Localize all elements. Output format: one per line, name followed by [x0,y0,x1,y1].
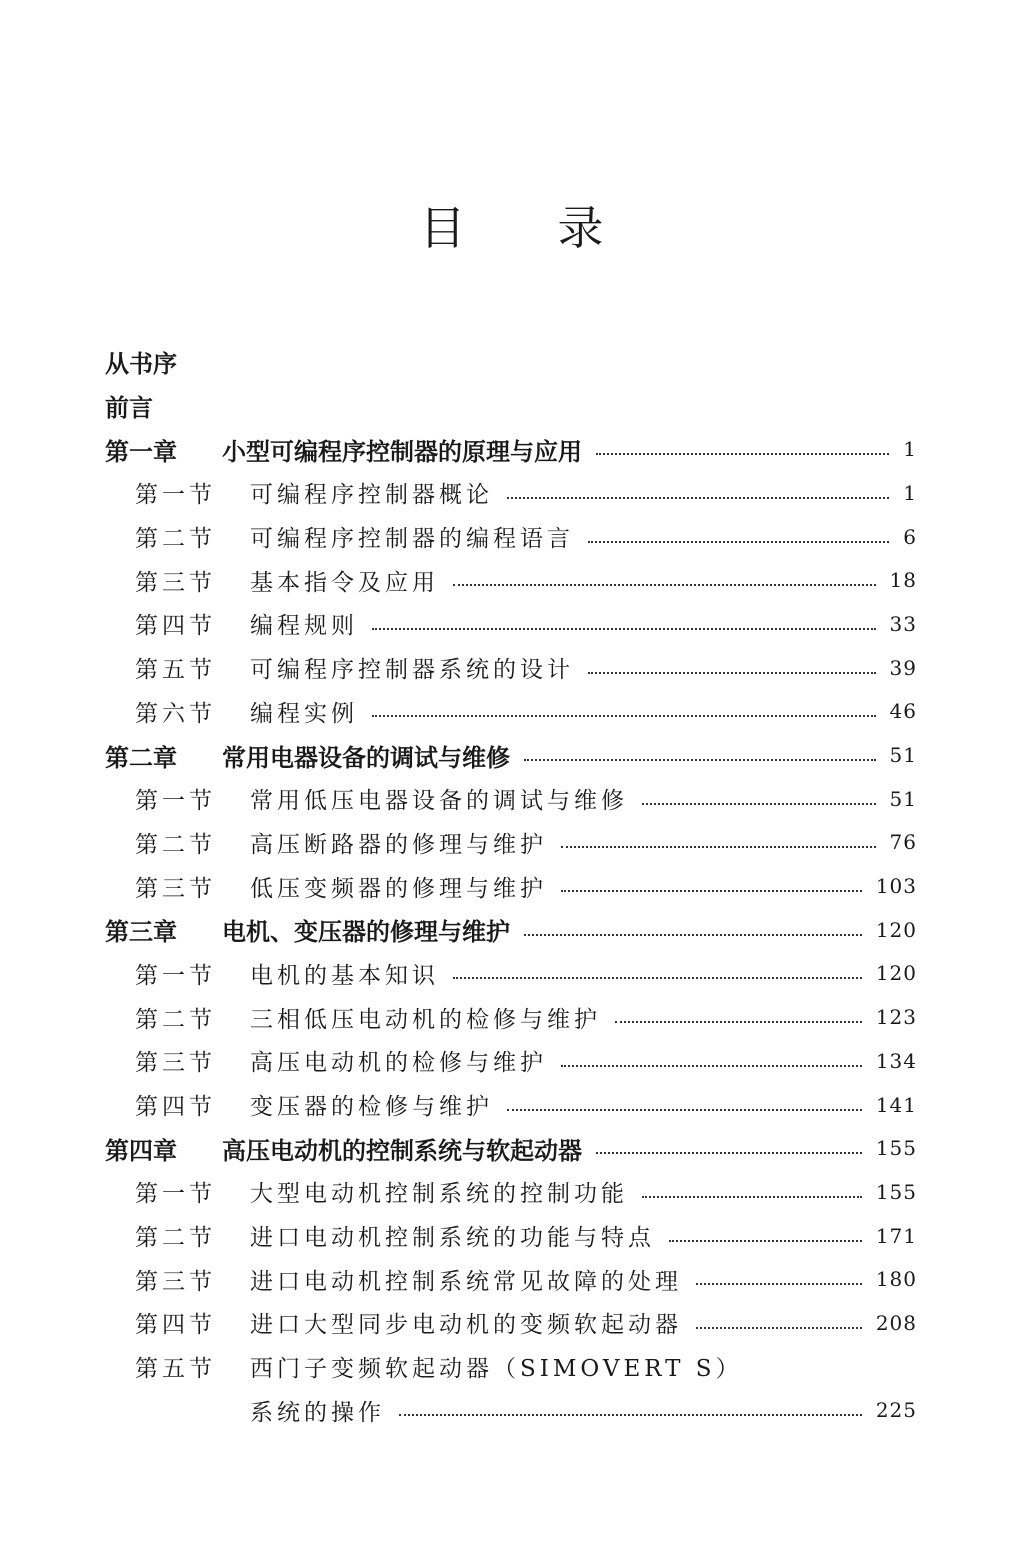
section-title: 基本指令及应用 [250,569,439,596]
section-label: 第五节 [135,1356,216,1383]
section-title: 大型电动机控制系统的控制功能 [250,1181,628,1208]
toc-chapter-2[interactable] [105,733,917,777]
dot-leader [615,1021,862,1023]
section-title: 三相低压电动机的检修与维护 [250,1006,601,1033]
dot-leader [372,715,876,717]
page-number: 120 [875,961,917,986]
page-number: 33 [889,611,917,636]
dot-leader [696,1327,862,1329]
dot-leader [588,541,889,543]
toc-section-1-3[interactable] [105,558,917,602]
page-number: 39 [889,655,917,680]
section-label: 第五节 [135,657,216,684]
toc-section-4-2[interactable] [105,1214,917,1258]
page-number: 141 [875,1092,917,1117]
toc-section-2-1[interactable] [105,777,917,821]
dot-leader [453,584,876,586]
section-title: 可编程序控制器的编程语言 [250,526,574,553]
dot-leader [588,672,876,674]
toc-section-2-3[interactable] [105,864,917,908]
section-title-continuation: 系统的操作 [250,1399,385,1426]
toc-section-1-5[interactable] [105,646,917,690]
page-number: 6 [903,524,917,549]
section-title: 可编程序控制器系统的设计 [250,657,574,684]
section-label: 第二节 [135,1225,216,1252]
section-label: 第二节 [135,1006,216,1033]
section-label: 第三节 [135,1268,216,1295]
toc-chapter-4[interactable] [105,1126,917,1170]
toc-section-3-2[interactable] [105,995,917,1039]
toc-section-3-1[interactable] [105,952,917,996]
section-title: 变压器的检修与维护 [250,1094,493,1121]
toc-section-3-4[interactable] [105,1083,917,1127]
dot-leader [524,934,862,936]
toc-section-1-1[interactable] [105,471,917,515]
toc-section-4-5-continuation[interactable] [105,1389,917,1433]
section-label: 第一节 [135,788,216,815]
toc-section-1-4[interactable] [105,602,917,646]
dot-leader [561,890,862,892]
section-label: 第四节 [135,1312,216,1339]
chapter-title: 高压电动机的控制系统与软起动器 [222,1136,582,1165]
section-title: 编程实例 [250,700,358,727]
page-number: 18 [889,568,917,593]
chapter-title: 常用电器设备的调试与维修 [222,743,510,772]
dot-leader [596,1152,862,1154]
title-char-2: 录 [557,201,604,255]
dot-leader [507,1109,862,1111]
toc-section-2-2[interactable] [105,821,917,865]
dot-leader [372,628,876,630]
page-number: 225 [875,1398,917,1423]
page-number: 134 [875,1048,917,1073]
toc-chapter-3[interactable] [105,908,917,952]
chapter-label: 第二章 [105,743,177,772]
page-number: 76 [889,830,917,855]
section-title: 高压断路器的修理与维护 [250,831,547,858]
entry-title: 前言 [105,394,153,423]
title-char-1: 目 [419,201,466,255]
toc-section-1-6[interactable] [105,690,917,734]
table-of-contents [105,340,917,1432]
page-number: 180 [875,1267,917,1292]
toc-chapter-1[interactable] [105,427,917,471]
section-label: 第六节 [135,700,216,727]
section-label: 第四节 [135,1094,216,1121]
dot-leader [642,803,876,805]
toc-section-4-1[interactable] [105,1170,917,1214]
page-number: 51 [889,743,917,768]
page-number: 155 [875,1179,917,1204]
section-label: 第三节 [135,1050,216,1077]
toc-section-4-3[interactable] [105,1257,917,1301]
dot-leader [507,497,889,499]
toc-section-3-3[interactable] [105,1039,917,1083]
chapter-title: 电机、变压器的修理与维护 [222,918,510,947]
chapter-label: 第四章 [105,1136,177,1165]
section-title: 进口大型同步电动机的变频软起动器 [250,1312,682,1339]
page-number: 1 [903,480,917,505]
section-label: 第一节 [135,962,216,989]
dot-leader [642,1196,862,1198]
dot-leader [596,453,889,455]
toc-section-1-2[interactable] [105,515,917,559]
page-number: 123 [875,1005,917,1030]
section-title: 西门子变频软起动器（SIMOVERT S） [250,1356,743,1383]
section-title: 编程规则 [250,613,358,640]
dot-leader [561,1065,862,1067]
section-title: 常用低压电器设备的调试与维修 [250,788,628,815]
section-label: 第四节 [135,613,216,640]
dot-leader [453,977,862,979]
page-number: 171 [875,1223,917,1248]
page-number: 103 [875,874,917,899]
section-title: 进口电动机控制系统常见故障的处理 [250,1268,682,1295]
dot-leader [561,846,876,848]
section-title: 电机的基本知识 [250,962,439,989]
page-number: 120 [875,917,917,942]
section-title: 高压电动机的检修与维护 [250,1050,547,1077]
page-number: 46 [889,699,917,724]
page-number: 208 [875,1310,917,1335]
toc-front-preface[interactable] [105,384,917,428]
section-title: 进口电动机控制系统的功能与特点 [250,1225,655,1252]
section-title: 可编程序控制器概论 [250,482,493,509]
page-number: 155 [875,1136,917,1161]
section-label: 第二节 [135,526,216,553]
chapter-label: 第一章 [105,437,177,466]
dot-leader [399,1414,862,1416]
dot-leader [524,759,876,761]
section-label: 第一节 [135,482,216,509]
page-number: 1 [903,437,917,462]
toc-section-4-5[interactable] [105,1345,917,1389]
section-label: 第三节 [135,569,216,596]
page-number: 51 [889,786,917,811]
chapter-label: 第三章 [105,918,177,947]
dot-leader [696,1283,862,1285]
page-title [0,196,1023,260]
dot-leader [669,1240,862,1242]
toc-front-series-preface[interactable] [105,340,917,384]
section-title: 低压变频器的修理与维护 [250,875,547,902]
toc-section-4-4[interactable] [105,1301,917,1345]
section-label: 第三节 [135,875,216,902]
section-label: 第二节 [135,831,216,858]
chapter-title: 小型可编程序控制器的原理与应用 [222,437,582,466]
entry-title: 从书序 [105,350,177,379]
section-label: 第一节 [135,1181,216,1208]
